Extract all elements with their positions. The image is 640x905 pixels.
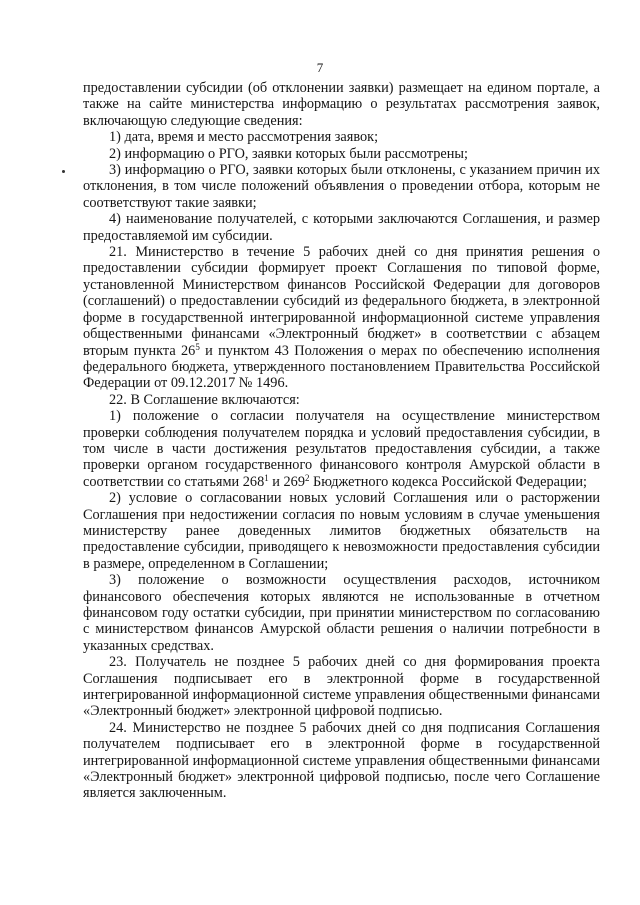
paragraph-22-item-2: 2) условие о согласовании новых условий Соглашения или о расторжении Соглашения при недостижении согласия по новым условиям в случае уменьшения министерству ранее доведенных лимитов бюджетных обязательств на предоставление субсидии, приводящего к невозможности предоставления субсидии в размере, определенном в Соглашении; xyxy=(83,490,600,572)
paragraph-22-1-text-b: и 269 xyxy=(268,473,305,490)
document-body xyxy=(83,80,600,802)
paragraph-item-4: 4) наименование получателей, с которыми заключаются Соглашения, и размер предоставляемой им субсидии. xyxy=(83,211,600,244)
paragraph-21-superscript: 5 xyxy=(195,341,200,352)
paragraph-21-text-a: 21. Министерство в течение 5 рабочих дней со дня принятия решения о предоставлении субсидии формирует проект Соглашения по типовой форме, установленной Министерством финансов Российской Федерации для договоров (соглашений) о предоставлении субсидий из федерального бюджета, в электронной форме в государственной интегрированной информационной системе управления общественными финансами «Электронный бюджет» в соответствии с абзацем вторым пункта 26 xyxy=(83,244,600,359)
margin-dot xyxy=(62,170,65,173)
paragraph-item-2: 2) информацию о РГО, заявки которых были рассмотрены; xyxy=(109,145,468,162)
page-number: 7 xyxy=(316,60,324,75)
paragraph-24: 24. Министерство не позднее 5 рабочих дней со дня подписания Соглашения получателем подписывает его в электронной форме в государственной интегрированной информационной системе управления общественными финансами «Электронный бюджет» электронной цифровой подписью, после чего Соглашение является заключенным. xyxy=(83,719,600,802)
paragraph-22-1-text-a: 1) положение о согласии получателя на осуществление министерством проверки соблюдения получателем порядка и условий предоставления субсидии, в том числе в части достижения результатов предоставления субсидии, а также проверки органом государственного финансового контроля Амурской области в соответствии со статьями 268 xyxy=(83,408,600,490)
paragraph-21 xyxy=(83,244,600,392)
paragraph-22-1-superscript-1: 1 xyxy=(264,472,269,483)
paragraph-continuation: предоставлении субсидии (об отклонении заявки) размещает на едином портале, а также на сайте министерства информацию о результатах рассмотрения заявок, включающую следующие сведения: xyxy=(83,80,600,129)
paragraph-22-1-text-c: Бюджетного кодекса Российской Федерации; xyxy=(309,473,587,490)
paragraph-23: 23. Получатель не позднее 5 рабочих дней со дня формирования проекта Соглашения подписывает его в электронной форме в государственной интегрированной информационной системе управления общественными финансами «Электронный бюджет» электронной цифровой подписью. xyxy=(83,654,600,720)
paragraph-22-1-superscript-2: 2 xyxy=(304,472,310,483)
paragraph-22-item-1 xyxy=(83,408,600,490)
paragraph-item-3: 3) информацию о РГО, заявки которых были отклонены, с указанием причин их отклонения, в том числе положений объявления о проведении отбора, которым не соответствуют такие заявки; xyxy=(83,162,600,211)
paragraph-22-item-3: 3) положение о возможности осуществления расходов, источником финансового обеспечения которых являются не использованные в отчетном финансовом году остатки субсидии, при принятии министерством по согласованию с министерством финансов Амурской области решения о наличии потребности в указанных средствах. xyxy=(83,572,600,654)
paragraph-item-1: 1) дата, время и место рассмотрения заявок; xyxy=(109,129,379,146)
paragraph-21-text-b: и пунктом 43 Положения о мерах по обеспечению исполнения федерального бюджета, утвержденного постановлением Правительства Российской Федерации от 09.12.2017 № 1496. xyxy=(83,342,600,392)
paragraph-22: 22. В Соглашение включаются: xyxy=(109,391,300,408)
